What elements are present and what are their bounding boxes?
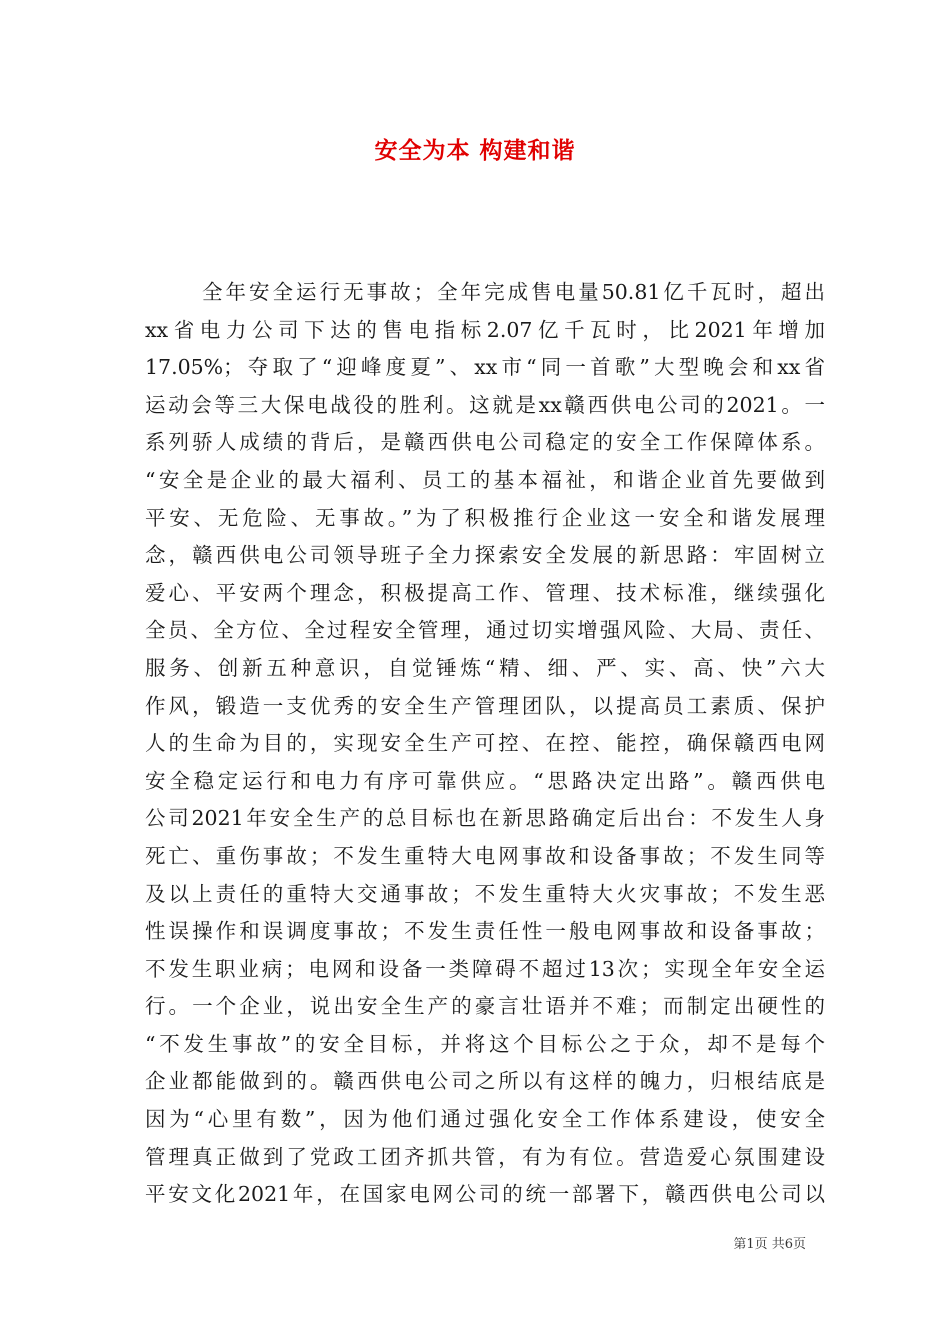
paragraph-line: xx省电力公司下达的售电指标2.07亿千瓦时，比2021年增加 xyxy=(145,317,825,342)
paragraph-line: 平安文化2021年，在国家电网公司的统一部署下，赣西供电公司以 xyxy=(145,1182,825,1207)
paragraph-line: 安全稳定运行和电力有序可靠供应。“思路决定出路”。赣西供电 xyxy=(145,768,825,793)
paragraph-line: 行。一个企业，说出安全生产的豪言壮语并不难；而制定出硬性的 xyxy=(145,994,825,1019)
paragraph-line: 性误操作和误调度事故；不发生责任性一般电网事故和设备事故； xyxy=(145,919,825,944)
paragraph-line: 念，赣西供电公司领导班子全力探索安全发展的新思路：牢固树立 xyxy=(145,543,825,568)
paragraph-line: 服务、创新五种意识，自觉锤炼“精、细、严、实、高、快”六大 xyxy=(145,655,825,680)
paragraph-line: 全员、全方位、全过程安全管理，通过切实增强风险、大局、责任、 xyxy=(145,618,825,643)
paragraph-line: 爱心、平安两个理念，积极提高工作、管理、技术标准，继续强化 xyxy=(145,580,825,605)
paragraph-line: 全年安全运行无事故；全年完成售电量50.81亿千瓦时，超出 xyxy=(202,280,825,304)
paragraph-line: “安全是企业的最大福利、员工的基本福祉，和谐企业首先要做到 xyxy=(145,467,825,492)
paragraph-line: 系列骄人成绩的背后，是赣西供电公司稳定的安全工作保障体系。 xyxy=(145,430,825,455)
paragraph-line: 公司2021年安全生产的总目标也在新思路确定后出台：不发生人身 xyxy=(145,806,825,831)
paragraph-line: “不发生事故”的安全目标，并将这个目标公之于众，却不是每个 xyxy=(145,1031,825,1056)
paragraph-line: 运动会等三大保电战役的胜利。这就是xx赣西供电公司的2021。一 xyxy=(145,392,825,417)
paragraph-line: 人的生命为目的，实现安全生产可控、在控、能控，确保赣西电网 xyxy=(145,731,825,756)
paragraph-line: 死亡、重伤事故；不发生重特大电网事故和设备事故；不发生同等 xyxy=(145,843,825,868)
paragraph-line: 及以上责任的重特大交通事故；不发生重特大火灾事故；不发生恶 xyxy=(145,881,825,906)
paragraph-line: 17.05%；夺取了“迎峰度夏”、xx市“同一首歌”大型晚会和xx省 xyxy=(145,355,825,380)
document-title: 安全为本 构建和谐 xyxy=(374,138,576,164)
paragraph-line: 管理真正做到了党政工团齐抓共管，有为有位。营造爱心氛围建设 xyxy=(145,1144,825,1169)
paragraph-line: 作风，锻造一支优秀的安全生产管理团队，以提高员工素质、保护 xyxy=(145,693,825,718)
paragraph-line: 因为“心里有数”，因为他们通过强化安全工作体系建设，使安全 xyxy=(145,1107,825,1132)
paragraph-line: 平安、无危险、无事故。”为了积极推行企业这一安全和谐发展理 xyxy=(145,505,825,530)
page-number: 第1页 共6页 xyxy=(733,1237,806,1252)
body-text xyxy=(145,274,825,1214)
paragraph-line: 企业都能做到的。赣西供电公司之所以有这样的魄力，归根结底是 xyxy=(145,1069,825,1094)
paragraph-line: 不发生职业病；电网和设备一类障碍不超过13次；实现全年安全运 xyxy=(145,956,825,981)
